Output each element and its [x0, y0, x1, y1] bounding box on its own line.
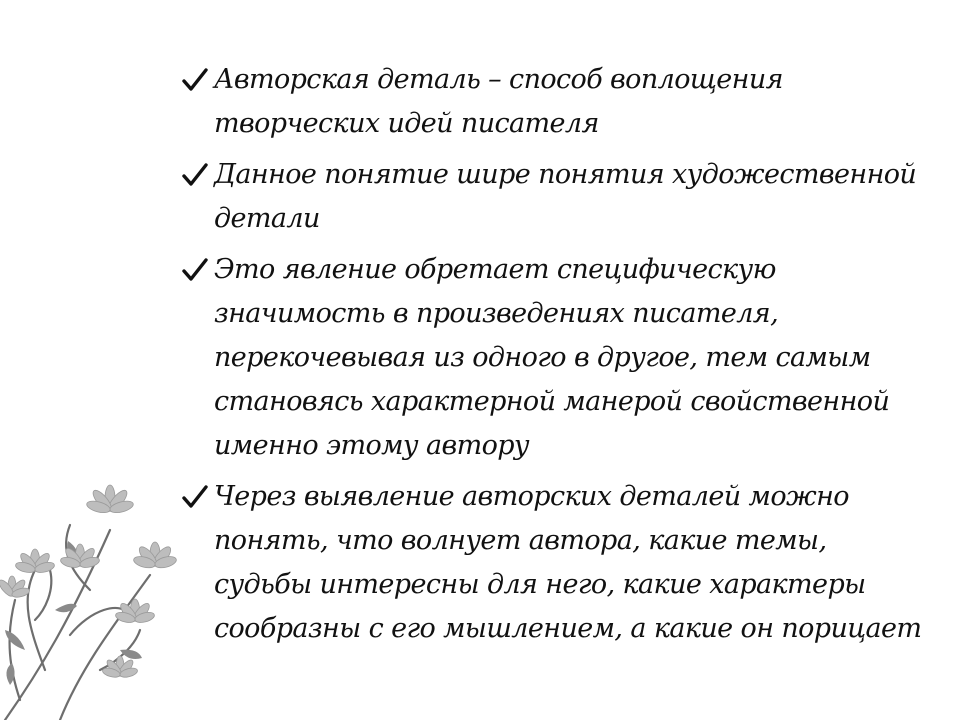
checkmark-icon: [182, 258, 208, 282]
checkmark-icon: [182, 68, 208, 92]
bullet-text: Через выявление авторских деталей можно понять, что волнует автора, какие темы, судьбы интересны для него, какие характеры сообразны с его мышлением, а какие он порицает: [214, 481, 922, 644]
floral-decoration-icon: [0, 470, 200, 720]
bullet-item: [182, 475, 922, 651]
bullet-text: Данное понятие шире понятия художественной детали: [214, 159, 917, 234]
bullet-item: [182, 58, 922, 146]
bullet-list: [182, 58, 922, 658]
bullet-text: Это явление обретает специфическую значимость в произведениях писателя, перекочевывая из одного в другое, тем самым становясь характерной манерой свойственной именно этому автору: [214, 254, 890, 461]
bullet-item: [182, 248, 922, 468]
checkmark-icon: [182, 163, 208, 187]
bullet-text: Авторская деталь – способ воплощения творческих идей писателя: [214, 64, 783, 139]
checkmark-icon: [182, 485, 208, 509]
bullet-item: [182, 153, 922, 241]
